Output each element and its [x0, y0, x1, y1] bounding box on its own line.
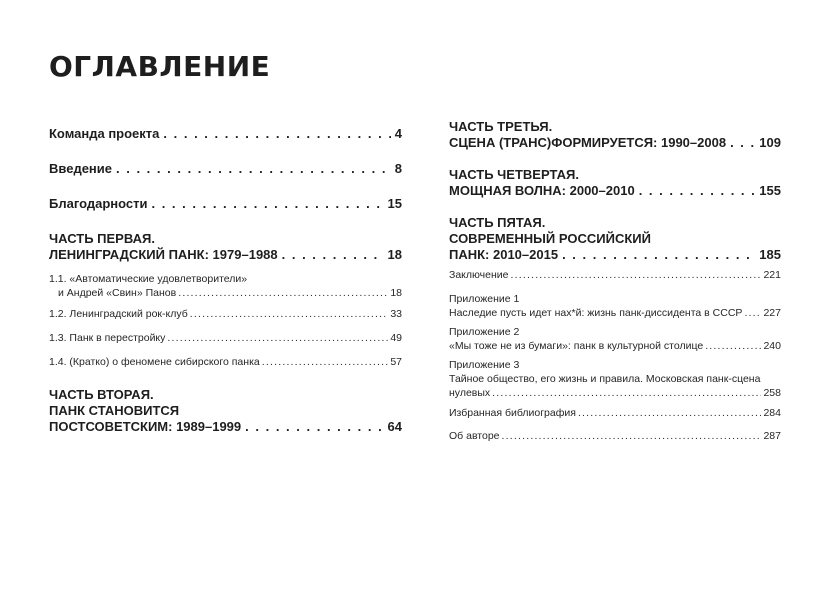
toc-page-number: 8 — [394, 161, 402, 176]
toc-page-number: 57 — [390, 356, 402, 368]
toc-entry-part1[interactable] — [49, 231, 402, 263]
toc-subentry-1-2[interactable] — [49, 307, 402, 321]
toc-entry-conclusion[interactable] — [449, 268, 781, 282]
toc-page-number: 240 — [763, 340, 781, 352]
toc-page-number: 227 — [763, 307, 781, 319]
dot-leader — [178, 286, 388, 300]
toc-page-number: 64 — [387, 419, 402, 434]
appendix-title: «Мы тоже не из бумаги»: панк в культурной столице — [449, 340, 704, 352]
toc-entry-label: Введение — [49, 161, 112, 176]
subentry-title: Избранная библиография — [449, 407, 576, 419]
appendix-title: Тайное общество, его жизнь и правила. Московская панк-сцена — [449, 373, 761, 385]
part-title-cont: ПАНК: 2010–2015 — [449, 247, 559, 262]
toc-subentry-1-1[interactable] — [49, 272, 402, 300]
toc-page-number: 258 — [763, 387, 781, 399]
toc-entry-label: Благодарности — [49, 196, 148, 211]
dot-leader — [502, 429, 762, 443]
part-title: СЦЕНА (ТРАНС)ФОРМИРУЕТСЯ: 1990–2008 — [449, 135, 727, 150]
dot-leader — [167, 331, 388, 345]
page-title: ОГЛАВЛЕНИЕ — [49, 50, 271, 83]
toc-page-number: 15 — [387, 196, 402, 211]
dot-leader — [190, 307, 389, 321]
subentry-title: 1.2. Ленинградский рок-клуб — [49, 308, 188, 320]
dot-leader — [163, 126, 390, 142]
part-label: ЧАСТЬ ПЕРВАЯ. — [49, 231, 155, 246]
toc-page-number: 4 — [394, 126, 402, 141]
toc-page-number: 185 — [759, 247, 781, 262]
toc-entry-part5[interactable] — [449, 215, 781, 263]
appendix-label: Приложение 2 — [449, 326, 520, 338]
appendix-title-cont: нулевых — [449, 387, 491, 399]
toc-entry-appendix-1[interactable] — [449, 292, 781, 320]
toc-page-number: 49 — [390, 332, 402, 344]
part-title: ПАНК СТАНОВИТСЯ — [49, 403, 180, 418]
subentry-title: Заключение — [449, 269, 509, 281]
appendix-label: Приложение 3 — [449, 359, 520, 371]
toc-page-number: 155 — [759, 183, 781, 198]
toc-page-number: 33 — [390, 308, 402, 320]
toc-page-number: 287 — [763, 430, 781, 442]
part-title: ЛЕНИНГРАДСКИЙ ПАНК: 1979–1988 — [49, 247, 278, 262]
dot-leader — [262, 355, 389, 369]
toc-entry-bibliography[interactable] — [449, 406, 781, 420]
toc-entry-part4[interactable] — [449, 167, 781, 199]
toc-entry-intro[interactable] — [49, 161, 402, 177]
part-label: ЧАСТЬ ВТОРАЯ. — [49, 387, 154, 402]
dot-leader — [492, 386, 761, 400]
part-label: ЧАСТЬ ПЯТАЯ. — [449, 215, 546, 230]
appendix-label: Приложение 1 — [449, 293, 520, 305]
dot-leader — [116, 161, 391, 177]
dot-leader — [744, 306, 761, 320]
part-title: МОЩНАЯ ВОЛНА: 2000–2010 — [449, 183, 635, 198]
toc-entry-part3[interactable] — [449, 119, 781, 151]
dot-leader — [151, 196, 383, 212]
part-label: ЧАСТЬ ЧЕТВЕРТАЯ. — [449, 167, 579, 182]
dot-leader — [282, 247, 384, 263]
dot-leader — [510, 268, 761, 282]
dot-leader — [562, 247, 755, 263]
toc-entry-appendix-3[interactable] — [449, 358, 781, 400]
toc-page-number: 221 — [763, 269, 781, 281]
part-title: СОВРЕМЕННЫЙ РОССИЙСКИЙ — [449, 231, 651, 246]
toc-entry-thanks[interactable] — [49, 196, 402, 212]
dot-leader — [705, 339, 761, 353]
toc-entry-part2[interactable] — [49, 387, 402, 435]
dot-leader — [730, 135, 755, 151]
toc-entry-appendix-2[interactable] — [449, 325, 781, 353]
subentry-title: 1.4. (Кратко) о феномене сибирского панка — [49, 356, 260, 368]
part-title-cont: ПОСТСОВЕТСКИМ: 1989–1999 — [49, 419, 242, 434]
toc-subentry-1-4[interactable] — [49, 355, 402, 369]
toc-entry-about-author[interactable] — [449, 429, 781, 443]
toc-page-number: 18 — [387, 247, 402, 262]
toc-entry-team[interactable] — [49, 126, 402, 142]
dot-leader — [578, 406, 762, 420]
toc-page-number: 109 — [759, 135, 781, 150]
subentry-title: 1.1. «Автоматические удовлетворители» — [49, 273, 248, 285]
toc-page-number: 284 — [763, 407, 781, 419]
toc-subentry-1-3[interactable] — [49, 331, 402, 345]
appendix-title: Наследие пусть идет нах*й: жизнь панк-диссидента в СССР — [449, 307, 743, 319]
dot-leader — [639, 183, 756, 199]
part-label: ЧАСТЬ ТРЕТЬЯ. — [449, 119, 553, 134]
toc-page-number: 18 — [390, 287, 402, 299]
subentry-title: Об авторе — [449, 430, 500, 442]
subentry-title: 1.3. Панк в перестройку — [49, 332, 166, 344]
toc-entry-label: Команда проекта — [49, 126, 160, 141]
dot-leader — [245, 419, 383, 435]
subentry-title-cont: и Андрей «Свин» Панов — [58, 287, 177, 299]
